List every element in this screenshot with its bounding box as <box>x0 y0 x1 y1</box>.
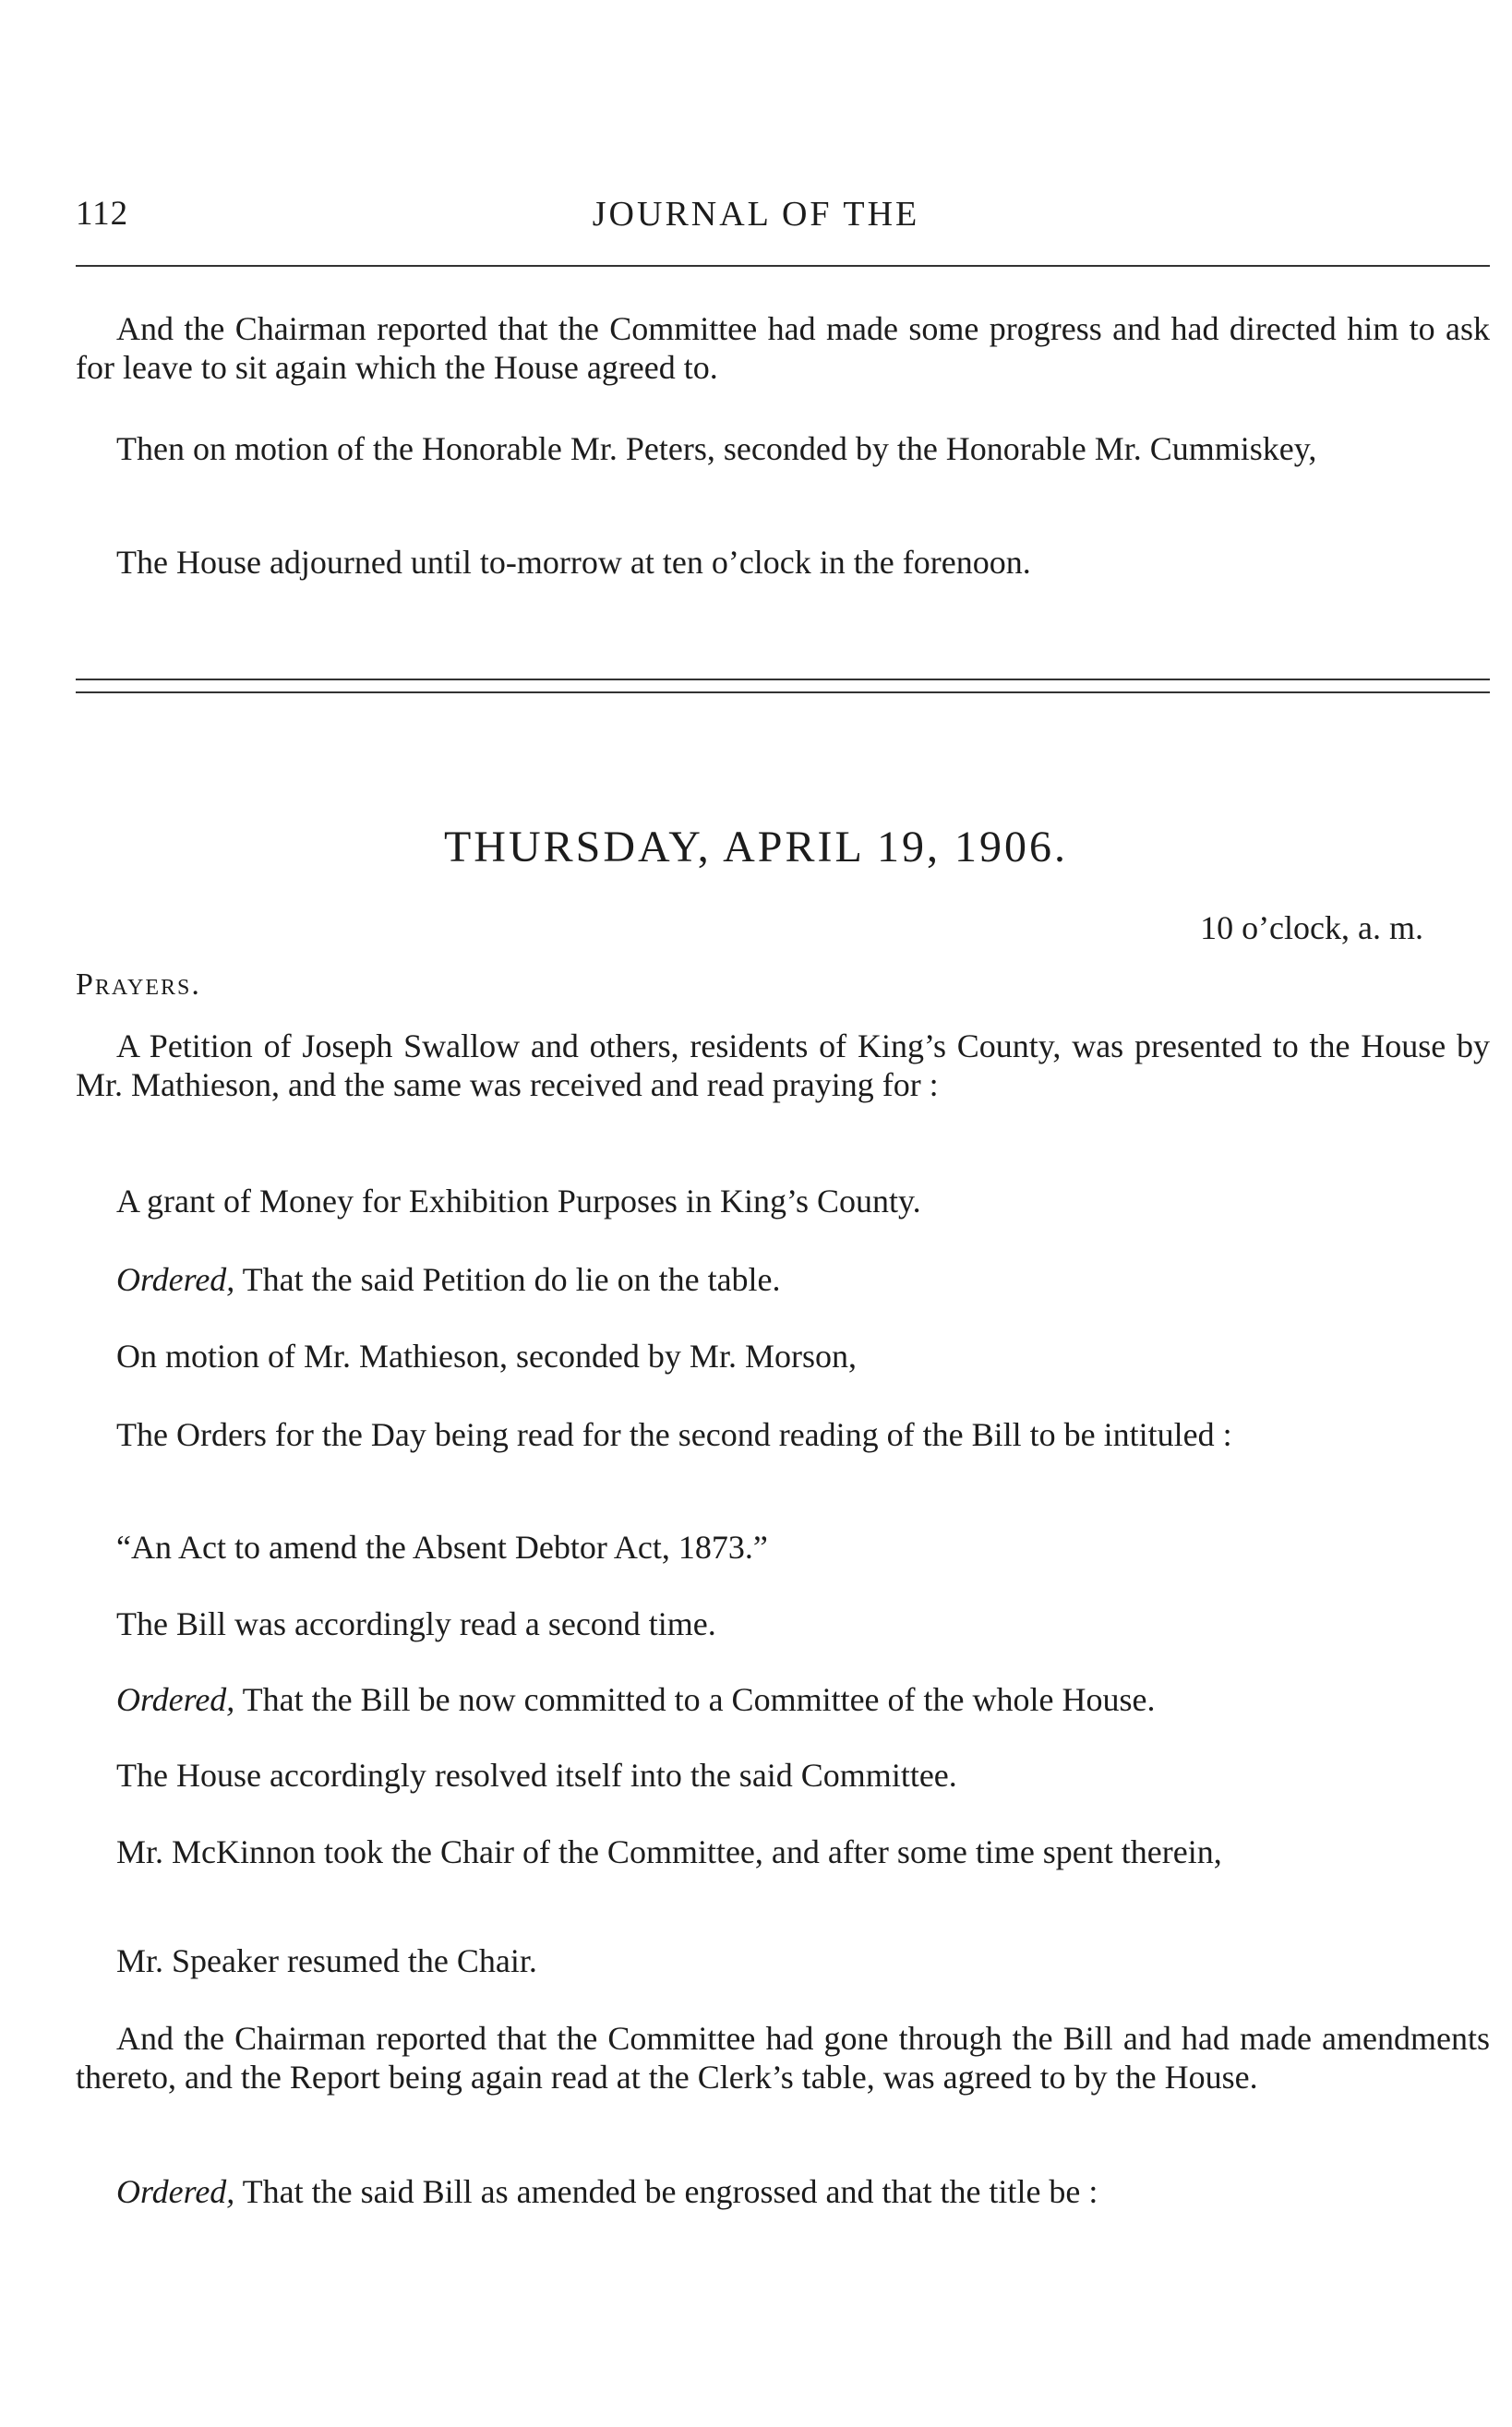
prayers-label: Prayers. <box>76 967 201 1002</box>
page-number: 112 <box>76 195 129 233</box>
paragraph-grant: A grant of Money for Exhibition Purposes in King’s County. <box>116 1183 921 1220</box>
ordered-text: That the said Petition do lie on the table. <box>234 1261 781 1298</box>
paragraph-ordered-engrossed <box>76 2172 1490 2211</box>
paragraph-ordered-petition <box>76 1260 1490 1299</box>
paragraph-second-reading: The Bill was accordingly read a second time. <box>116 1605 716 1642</box>
paragraph-orders-day: The Orders for the Day being read for the second reading of the Bill to be intituled : <box>116 1416 1232 1453</box>
day-heading: THURSDAY, APRIL 19, 1906. <box>443 823 1068 871</box>
ordered-text: That the Bill be now committed to a Committee of the whole House. <box>234 1681 1156 1718</box>
time-note: 10 o’clock, a. m. <box>1200 909 1423 946</box>
ordered-text: That the said Bill as amended be engrossed and that the title be : <box>234 2173 1098 2210</box>
paragraph-ordered-committed <box>76 1680 1490 1719</box>
paragraph-act-title: “An Act to amend the Absent Debtor Act, 1873.” <box>116 1529 768 1566</box>
paragraph-chairman-reported: And the Chairman reported that the Committee had gone through the Bill and had made amendments thereto, and the Report being again read at the Clerk’s table, was agreed to by the House. <box>76 2020 1490 2096</box>
paragraph-motion-peters: Then on motion of the Honorable Mr. Peters, seconded by the Honorable Mr. Cummiskey, <box>116 430 1317 467</box>
paragraph-adjourned: The House adjourned until to-morrow at ten o’clock in the forenoon. <box>116 544 1031 581</box>
header-rule <box>76 265 1490 267</box>
section-divider <box>76 679 1490 693</box>
paragraph-resolved-committee: The House accordingly resolved itself into the said Committee. <box>116 1757 957 1794</box>
ordered-italic: Ordered, <box>116 2173 235 2210</box>
paragraph-speaker-resumed: Mr. Speaker resumed the Chair. <box>116 1942 537 1979</box>
paragraph-motion-mathieson: On motion of Mr. Mathieson, seconded by Mr. Morson, <box>116 1338 857 1375</box>
paragraph-petition: A Petition of Joseph Swallow and others, residents of King’s County, was presented to the House by Mr. Mathieson, and the same was received and read praying for : <box>76 1027 1490 1103</box>
running-title: JOURNAL OF THE <box>592 195 920 234</box>
ordered-italic: Ordered, <box>116 1681 235 1718</box>
paragraph-mckinnon-chair: Mr. McKinnon took the Chair of the Committee, and after some time spent therein, <box>116 1833 1222 1870</box>
ordered-italic: Ordered, <box>116 1261 235 1298</box>
paragraph-chairman-report: And the Chairman reported that the Committee had made some progress and had directed him to ask for leave to sit again which the House agreed to. <box>76 310 1490 386</box>
